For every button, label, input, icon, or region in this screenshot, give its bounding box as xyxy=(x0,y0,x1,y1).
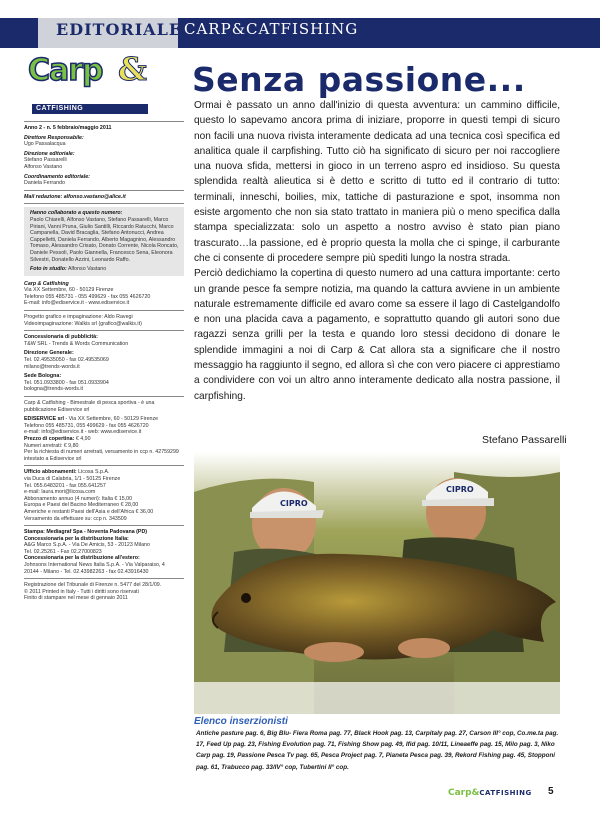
divider xyxy=(24,190,184,191)
cc-email: E-mail: info@ediservice.it - www.ediservice.it xyxy=(24,300,130,307)
sede-phone: Tel. 051.0933800 - fax 051.0933904 xyxy=(24,379,109,386)
divider xyxy=(24,465,184,466)
estero-label: Concessionaria per la distribuzione all'estero: xyxy=(24,555,140,562)
divider xyxy=(24,121,184,122)
arretrati-note: Per la richiesta di numeri arretrati, versamento in ccp n. 42759299 intestato a Ediservice srl xyxy=(24,449,179,462)
direzione-generale-label: Direzione Generale: xyxy=(24,350,74,357)
prezzo-value: € 4,90 xyxy=(75,435,91,442)
concessionaria-name: T&W SRL - Trends & Words Communication xyxy=(24,340,129,347)
article-signature: Stefano Passarelli xyxy=(482,434,567,446)
direzione-name: Stefano Passarelli xyxy=(24,157,67,164)
direttore-label: Direttore Responsabile: xyxy=(24,134,84,141)
divider xyxy=(24,396,184,397)
inserzionisti-list: Antiche pasture pag. 6, Big Blu- Fiera Roma pag. 77, Black Hook pag. 13, Carpitaly pag. 27, Carson III° cop, Co.me.ta pag. 17, Feed Up pag. 23, Fishing Evolution pag. 71, Fishing Show pag. 49, Ifid pag. 10/11, Lineaeffe pag. 15, Milo pag. 3, Niko Carp pag. 19, Passione Pesca Tv pag. 65, Pesca Project pag. 7, Pianeta Pesca pag. 39, Rekord Fishing pag. 45, Stopponi pag. 61, Trabucco pag. 33/IV° cop, Tubertini II° cop. xyxy=(196,730,559,771)
distribuzione-label: Concessionaria per la distribuzione Italia: xyxy=(24,535,129,542)
copyright: © 2011 Printed in Italy - Tutti i diritti sono riservati xyxy=(24,588,139,595)
article-paragraph: Perciò dedichiamo la copertina di questo numero ad una cattura importante: certo un grande pesce fa sempre notizia, ma quando la cattura avviene in un ambiente naturale estremamente difficile ed avaro come sa essere il lago di Castelgandolfo e non una placida cava a pagamento, e soprattutto quando gli autori sono due ragazzi senza grilli per la testa e quando loro stessi decidono di donare le splendide immagini a noi di Carp & Cat allora sta a significare che il nostro messaggio ha raggiunto il segno, ed allora sì che con vero piacere ci apprestiamo a condividere con voi un altro anno interamente dedicato alla nostra passione, il carpfishing. xyxy=(194,268,560,402)
divider xyxy=(24,310,184,311)
coordinamento-label: Coordinamento editoriale: xyxy=(24,173,90,180)
concessionaria-label: Concessionaria di pubblicità: xyxy=(24,334,98,341)
article-paragraph: Ormai è passato un anno dall'inizio di questa avventura: un cammino difficile, questo lo sapevamo ancora prima di iniziare, proporre in questi tempi di sicuro non facili una nuova rivista interamente dedicata ad una tecnica così specifica ed analitica quale il carpfishing. Tutto ciò ha significato di sicuro per noi raccogliere una nuova sfida, mettersi in gioco in un terreno aspro ed insidioso. Su questa splendida realtà alieutica si è detto e scritto di tutto ed il contrario di tutto: terminali, inneschi, boilies, mix, tattiche di pasturazione e spot, insomma non esiste argomento che non sia stato trattato in maniera più o meno specifica dalla stampa specializzata: solo un aspetto a nostro avviso è stato pian piano trascurato…la passione, ed è proprio questa la molla che ci spinge, il carburante che ci consente di procedere sempre più spediti lungo la nostra strada. xyxy=(194,100,560,264)
foto-name: Alfonso Vastano xyxy=(67,266,107,273)
abbonamenti-line: e-mail: laura.mori@licosa.com xyxy=(24,489,96,496)
arretrati: Numeri arretrati: € 9,80 xyxy=(24,442,79,449)
fishermen-carp-photo xyxy=(194,452,560,714)
article-title: Senza passione... xyxy=(192,60,526,99)
page-number: 5 xyxy=(548,786,554,797)
estero-line: Johnsons International News Italia S.p.A. - Via Valparaiso, 4 xyxy=(24,562,165,569)
footer-logo xyxy=(448,788,532,798)
logo-word: Carp xyxy=(28,53,103,88)
footer-logo-carp: Carp& xyxy=(448,788,480,798)
ediservice-label: EDISERVICE srl xyxy=(24,416,64,423)
divider xyxy=(24,330,184,331)
cc-title: Carp & Catfishing xyxy=(24,280,69,287)
abbonamenti-line: Americhe e restanti Paesi dell'Asia e dell'Africa € 36,00 xyxy=(24,508,154,515)
distribuzione-line: A&G Marco S.p.A. - Via De Amicis, 53 - 20123 Milano xyxy=(24,542,150,549)
estero-line: 20144 - Milano - Tel. 02.43982263 - fax 02.43916430 xyxy=(24,568,149,575)
finito-stampare: Finito di stampare nel mese di gennaio 2011 xyxy=(24,595,128,602)
cc-address: Via XX Settembre, 60 - 50129 Firenze xyxy=(24,287,114,294)
foto-label: Foto in studio: xyxy=(30,266,67,273)
collaboratori-label: Hanno collaborato a questo numero: xyxy=(30,210,123,217)
sede-email: bologna@trends-words.it xyxy=(24,386,83,393)
abbonamenti-line: Versamento da effettuare su: ccp n. 343509 xyxy=(24,515,127,522)
divider xyxy=(24,525,184,526)
prezzo-label: Prezzo di copertina: xyxy=(24,435,75,442)
collaboratori-box xyxy=(24,207,184,275)
header-edge xyxy=(598,18,614,48)
mail-redazione: Mail redazione: alfonso.vastano@alice.it xyxy=(24,193,126,200)
abbonamenti-label: Ufficio abbonamenti: xyxy=(24,469,77,476)
divider xyxy=(24,203,184,204)
distribuzione-line: Tel. 02.25261 - Fax 02.27000823 xyxy=(24,548,102,555)
section-label: EDITORIALE xyxy=(56,20,183,39)
abbonamenti-line: Europa e Paesi del Bacino Mediterraneo € 28,00 xyxy=(24,502,139,509)
coordinamento-name: Daniela Ferrando xyxy=(24,180,65,187)
abbonamenti-line: via Duca di Calabria, 1/1 - 50125 Firenze xyxy=(24,475,121,482)
abbonamenti-line: Abbonamento annuo (4 numeri): Italia € 15,00 xyxy=(24,495,133,502)
videoimpaginazione: Videoimpaginazione: Walkis srl (grafico@walkis.it) xyxy=(24,320,142,327)
direzione-generale-phone: Tel. 02.49535050 - fax 02.49535069 xyxy=(24,357,109,364)
magazine-label: CARP&CATFISHING xyxy=(184,20,359,38)
carp-catfishing-logo xyxy=(26,50,152,118)
issue-info: Anno 2 - n. 5 febbraio/maggio 2011 xyxy=(24,125,112,131)
direttore-name: Ugo Passalacqua xyxy=(24,141,66,148)
cc-phone: Telefono 055 485731 - 055 499629 - fax 055 4626720 xyxy=(24,293,151,300)
logo-subtitle: CATFISHING xyxy=(32,104,148,114)
ediservice-email: e-mail: info@ediservice.it - web: www.ediservice.it xyxy=(24,429,142,436)
ediservice-phone: Telefono 055 485731, 055 499629 - fax 055 4626720 xyxy=(24,422,149,429)
direzione-generale-email: milano@trends-words.it xyxy=(24,363,80,370)
cover-photo xyxy=(194,452,560,714)
inserzionisti-title: Elenco inserzionisti xyxy=(194,716,288,727)
stampa: Stampa: Mediagraf Spa - Noventa Padovana (PD) xyxy=(24,529,148,536)
direzione-name: Alfonso Vastano xyxy=(24,163,63,170)
footer-logo-cat: CATFISHING xyxy=(479,789,532,797)
cap-logo-left: CIPRO xyxy=(280,499,308,508)
logo-ampersand: & xyxy=(118,50,147,88)
abbonamenti-company: Licosa S.p.A. xyxy=(78,469,110,476)
abbonamenti-line: Tel. 055.6483201 - fax 055.641257 xyxy=(24,482,106,489)
divider xyxy=(24,578,184,579)
masthead-sidebar xyxy=(24,50,184,602)
progetto-grafico: Progetto grafico e impaginazione: Aldo Ravegi xyxy=(24,314,133,321)
collaboratori-list: Paolo Chiarelli, Alfonso Vastano, Stefano Passarelli, Marco Piriani, Vanni Pruna, Giulio Santilli, Riccardo Ratucchi, Marco Campanella, David Bracaglia, Stefano Antonucci, Andrea Cappelletti, Daniela Ferrando, Alberto Magagnino, Alessandro Tomaso, Alessandro Crisato, Donato Corrente, Nicola Roncato, Daniele Pessoli, Paolo Giannella, Francesco Sena, Eleonora Silvestri, Donatello Azzini, Leonardo Raffo. xyxy=(30,216,179,263)
ediservice-address: - Via XX Settembre, 60 - 50129 Firenze xyxy=(65,416,159,423)
registrazione: Registrazione del Tribunale di Firenze n. 5477 del 28/1/09. xyxy=(24,582,162,589)
sede-label: Sede Bologna: xyxy=(24,373,62,380)
periodico-info: Carp & Catfishing - Bimestrale di pesca sportiva - è una pubblicazione Ediservice srl xyxy=(24,400,155,413)
cap-logo-right: CIPRO xyxy=(446,485,474,494)
article-body xyxy=(194,98,560,404)
direzione-label: Direzione editoriale: xyxy=(24,150,75,157)
